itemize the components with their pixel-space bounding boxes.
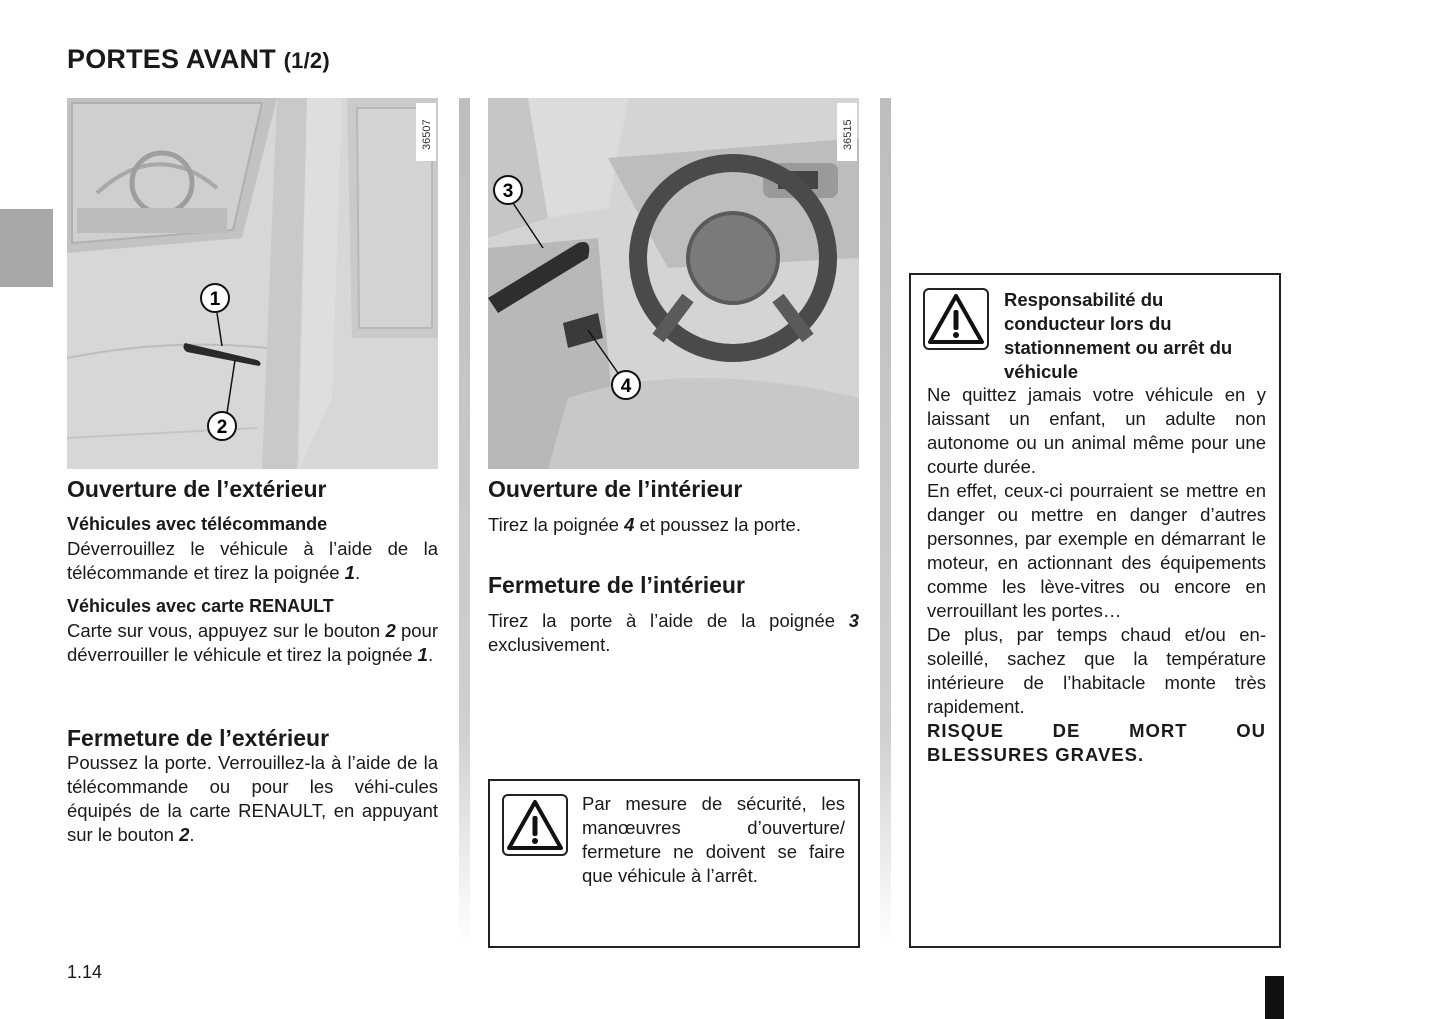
callout-1: 1 [209,289,221,310]
warning-paragraph-3: De plus, par temps chaud et/ou en-soleillé, sachez que la température intérieure de l’habitacle monte très rapidement. [927,624,1266,717]
text-interior-opening-end: et poussez la porte. [634,514,801,535]
warning-title: Responsabilité du conducteur lors du stationnement ou arrêt du véhicule [1004,289,1233,382]
section-tab [0,209,53,287]
ref-button-2: 2 [385,620,396,641]
warning-box-safety [488,779,860,948]
interior-door-illustration [488,98,859,469]
callout-4: 4 [620,376,632,397]
warning-paragraph-1: Ne quittez jamais votre véhicule en y laissant un enfant, un adulte non autonome ou un animal même pour une courte durée. [927,384,1266,477]
paragraph-remote [67,537,438,585]
paragraph-card [67,619,438,667]
warning-text-safety: Par mesure de sécurité, les manœuvres d’ouverture/ fermeture ne doivent se faire que véhicule à l’arrêt. [582,793,845,886]
warning-box-responsibility [909,273,1281,948]
ref-button-2b: 2 [179,824,190,845]
figure-code-2: 36515 [842,119,854,150]
warning-paragraph-2: En effet, ceux-ci pourraient se mettre en danger ou mettre en danger d’autres personnes, par exemple en démarrant le moteur, en actionnant des équipements comme les lève-vitres ou encore en verrouillant les portes… [927,480,1266,621]
ref-handle-3: 3 [848,610,859,631]
page-number: 1.14 [67,962,103,982]
page-edge-marker [1265,976,1284,1019]
paragraph-interior-opening [488,513,859,537]
callout-3: 3 [502,181,514,202]
warning-triangle-icon [925,290,987,348]
figure-exterior-door [67,98,438,469]
column-separator-1 [459,98,470,943]
warning-icon [502,794,568,856]
subheading-remote: Véhicules avec télécommande [67,514,328,534]
figure-interior-door [488,98,859,469]
paragraph-interior-closing [488,609,859,657]
warning-body [927,383,1266,767]
text-interior-opening: Tirez la poignée [488,514,625,535]
text-interior-closing: Tirez la porte à l’aide de la poignée [488,610,849,631]
figure-code-1: 36507 [421,119,433,150]
ref-handle-1b: 1 [417,644,428,665]
ref-handle-4: 4 [624,514,635,535]
page-title [67,44,330,75]
punct: . [354,562,361,583]
punct: . [427,644,434,665]
title-part: (1/2) [283,48,330,73]
text-card: Carte sur vous, appuyez sur le bouton [67,620,386,641]
heading-interior-opening: Ouverture de l’intérieur [488,476,743,502]
warning-icon-2 [923,288,989,350]
paragraph-closing [67,751,438,847]
column-separator-2 [880,98,891,943]
exterior-door-illustration [67,98,438,469]
title-text: PORTES AVANT [67,44,276,74]
warning-paragraph-4: RISQUE DE MORT OU BLESSURES GRAVES. [927,720,1266,765]
text-card-mid: pour déverrouiller le véhicule et tirez la poignée [67,620,438,665]
heading-exterior-opening: Ouverture de l’extérieur [67,476,327,502]
callout-2: 2 [216,417,228,438]
punct: . [189,824,195,845]
heading-interior-closing: Fermeture de l’intérieur [488,572,745,598]
subheading-card: Véhicules avec carte RENAULT [67,596,334,616]
ref-handle-1: 1 [344,562,355,583]
text-closing: Poussez la porte. Verrouillez-la à l’aide de la télécommande ou pour les véhi-cules équipés de la carte RENAULT, en appuyant sur le bouton [67,752,438,845]
text-remote: Déverrouillez le véhicule à l’aide de la télécommande et tirez la poignée [67,538,438,583]
text-interior-closing-end: exclusivement. [488,634,611,655]
warning-triangle-icon [504,796,566,854]
heading-exterior-closing: Fermeture de l’extérieur [67,725,330,751]
